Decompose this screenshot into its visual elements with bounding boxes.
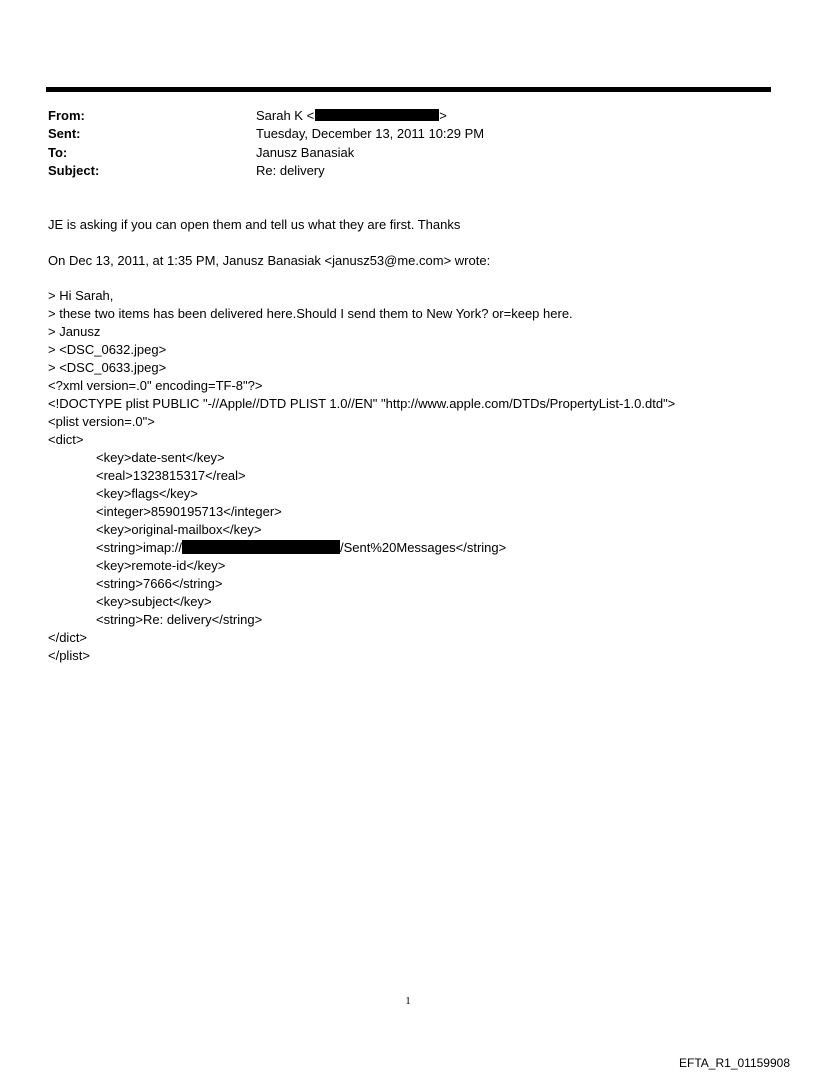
xml-declaration: <?xml version=.0" encoding=TF-8"?> (48, 378, 263, 393)
dict-line: <key>subject</key> (96, 594, 212, 609)
to-row (48, 144, 67, 162)
dict-open: <dict> (48, 432, 84, 447)
sent-value: Tuesday, December 13, 2011 10:29 PM (256, 126, 485, 141)
plist-open: <plist version=.0"> (48, 414, 155, 429)
dict-line: <key>flags</key> (96, 486, 198, 501)
subject-value: Re: delivery (256, 163, 325, 178)
quoted-line: > <DSC_0633.jpeg> (48, 360, 167, 375)
quoted-line: > Janusz (48, 324, 101, 339)
dict-line: <key>original-mailbox</key> (96, 522, 262, 537)
attribution-line: On Dec 13, 2011, at 1:35 PM, Janusz Banasiak <janusz53@me.com> wrote: (48, 253, 491, 268)
dict-line: <integer>8590195713</integer> (96, 504, 282, 519)
reply-text: JE is asking if you can open them and tell us what they are first. Thanks (48, 217, 461, 232)
page-number: 1 (405, 995, 411, 1007)
bates-number: EFTA_R1_01159908 (679, 1056, 790, 1070)
plist-close: </plist> (48, 648, 90, 663)
dict-close: </dict> (48, 630, 88, 645)
from-name: Sarah K < (256, 108, 315, 123)
subject-row (48, 162, 99, 180)
dict-line: <key>date-sent</key> (96, 450, 225, 465)
from-row (48, 107, 85, 125)
sent-row (48, 125, 81, 143)
dict-line: <string>7666</string> (96, 576, 223, 591)
redaction-block (315, 109, 439, 121)
from-end: > (439, 108, 447, 123)
dict-line: <key>remote-id</key> (96, 558, 226, 573)
imap-line (96, 539, 506, 557)
imap-end: /Sent%20Messages</string> (340, 540, 507, 555)
from-label: From: (48, 108, 85, 123)
to-label: To: (48, 145, 68, 160)
quoted-line: > <DSC_0632.jpeg> (48, 342, 167, 357)
dict-line: <real>1323815317</real> (96, 468, 246, 483)
dict-line: <string>Re: delivery</string> (96, 612, 263, 627)
subject-label: Subject: (48, 163, 100, 178)
to-value: Janusz Banasiak (256, 145, 355, 160)
header-rule (46, 87, 771, 92)
redaction-block (182, 540, 340, 554)
quoted-line: > these two items has been delivered here.Should I send them to New York? or=keep here. (48, 306, 573, 321)
imap-start: <string>imap:// (96, 540, 182, 555)
sent-label: Sent: (48, 126, 81, 141)
quoted-line: > Hi Sarah, (48, 288, 114, 303)
doctype-line: <!DOCTYPE plist PUBLIC "-//Apple//DTD PLIST 1.0//EN" "http://www.apple.com/DTDs/PropertyList-1.0.dtd"> (48, 396, 676, 411)
from-value (256, 107, 447, 125)
